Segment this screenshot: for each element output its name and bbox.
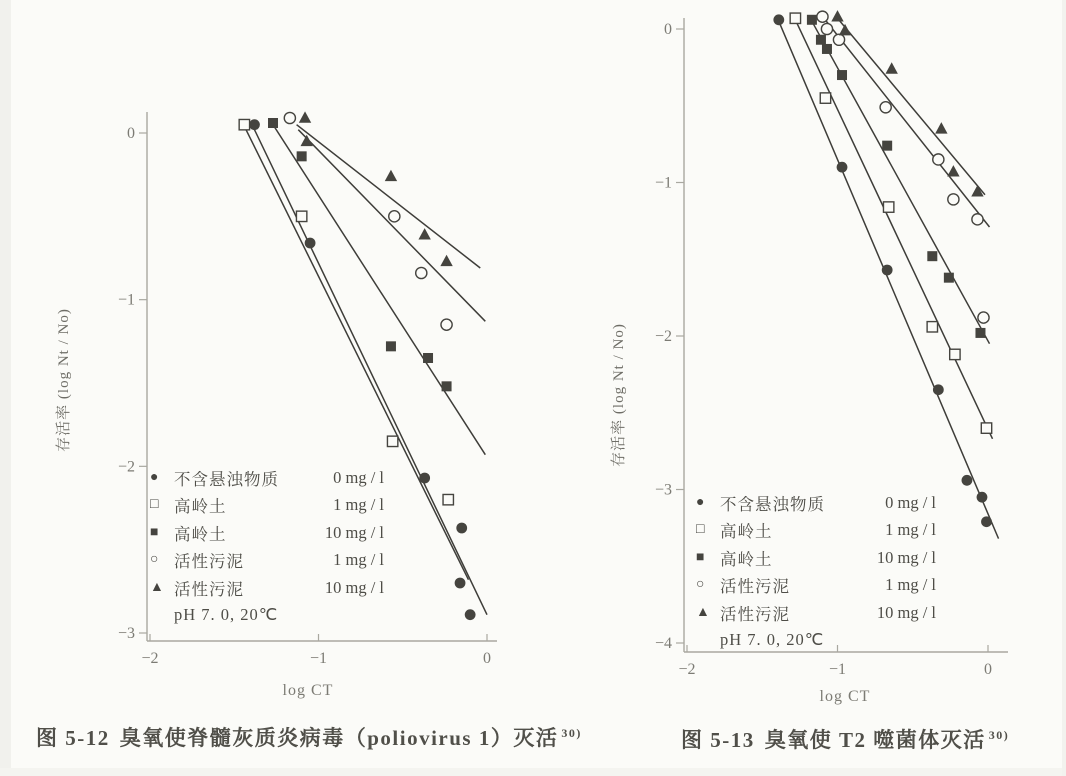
open-circle-marker-icon: ○ [696, 577, 705, 593]
legend-label: 不含悬浊物质 [174, 469, 279, 489]
svg-text:−2: −2 [117, 458, 135, 476]
legend-row [150, 547, 384, 575]
svg-text:−1: −1 [117, 291, 135, 309]
legend-dose: 10 mg / l [324, 577, 384, 597]
legend-dose: 1 mg / l [333, 495, 384, 515]
open-square-marker-icon: □ [696, 522, 705, 538]
legend-dose: 0 mg / l [333, 467, 384, 487]
filled-circle-marker-icon: ● [150, 469, 159, 485]
legend-row [696, 572, 936, 600]
reference-superscript: 30) [561, 726, 582, 740]
figure-number: 图 5-13 [681, 728, 755, 752]
y-axis-label: 存活率 (log Nt / No) [611, 323, 627, 467]
legend-dose: 1 mg / l [885, 575, 936, 595]
filled-square-marker-icon: ■ [150, 524, 159, 540]
figure-caption [36, 722, 582, 752]
legend-row [696, 599, 936, 627]
legend-dose: 0 mg / l [885, 492, 936, 512]
legend-row [150, 464, 384, 492]
legend-label: 高岭土 [174, 497, 227, 517]
legend-label: 活性污泥 [720, 577, 790, 597]
legend-dose: 10 mg / l [324, 522, 384, 542]
figure-caption-text: 臭氧使 T2 噬菌体灭活 [764, 728, 986, 752]
legend-dose: 1 mg / l [885, 520, 936, 540]
svg-text:−1: −1 [828, 661, 847, 678]
svg-text:−3: −3 [654, 481, 672, 499]
legend-label: 不含悬浊物质 [720, 494, 825, 514]
svg-text:0: 0 [984, 661, 992, 678]
svg-text:−2: −2 [654, 328, 672, 345]
svg-text:−1: −1 [309, 650, 328, 667]
svg-text:0: 0 [127, 125, 135, 142]
legend-dose: 10 mg / l [876, 547, 936, 567]
legend-row [150, 574, 384, 602]
filled-circle-marker-icon: ● [696, 494, 705, 510]
open-square-marker-icon: □ [150, 497, 159, 513]
svg-text:−2: −2 [678, 661, 696, 678]
legend-dose: 10 mg / l [876, 602, 936, 622]
legend-label: 高岭土 [720, 522, 773, 542]
legend-row [696, 489, 936, 517]
open-circle-marker-icon: ○ [150, 552, 159, 568]
filled-square-marker-icon: ■ [696, 549, 705, 565]
legend-row [696, 544, 936, 572]
legend-label: 活性污泥 [174, 579, 244, 599]
x-axis-label: log CT [819, 688, 871, 705]
legend [150, 464, 384, 628]
legend-label: 活性污泥 [174, 552, 244, 572]
legend [696, 489, 936, 653]
legend-label: 活性污泥 [720, 604, 790, 624]
svg-text:−3: −3 [117, 625, 135, 642]
legend-row [150, 492, 384, 520]
filled-triangle-marker-icon: ▲ [150, 579, 164, 595]
legend-label: 高岭土 [174, 524, 227, 544]
filled-triangle-marker-icon: ▲ [696, 604, 710, 620]
svg-text:−1: −1 [654, 174, 672, 192]
figure-number: 图 5-12 [36, 726, 110, 750]
legend-row [696, 517, 936, 545]
legend-row [150, 519, 384, 547]
svg-text:−2: −2 [141, 650, 159, 667]
legend-conditions-note: pH 7. 0, 20℃ [174, 604, 279, 624]
legend-label: 高岭土 [720, 549, 773, 569]
y-axis-label: 存活率 (log Nt / No) [56, 308, 72, 452]
figure-caption-text: 臭氧使脊髓灰质炎病毒（poliovirus 1）灭活 [119, 726, 559, 750]
svg-text:−4: −4 [654, 635, 672, 652]
reference-superscript: 30) [988, 728, 1010, 742]
svg-text:0: 0 [664, 21, 672, 38]
svg-text:0: 0 [483, 650, 491, 667]
legend-conditions-note: pH 7. 0, 20℃ [720, 629, 825, 649]
legend-dose: 1 mg / l [333, 550, 384, 570]
x-axis-label: log CT [282, 682, 334, 699]
figure-5-13 [600, 0, 1066, 776]
figure-caption [681, 724, 1009, 754]
